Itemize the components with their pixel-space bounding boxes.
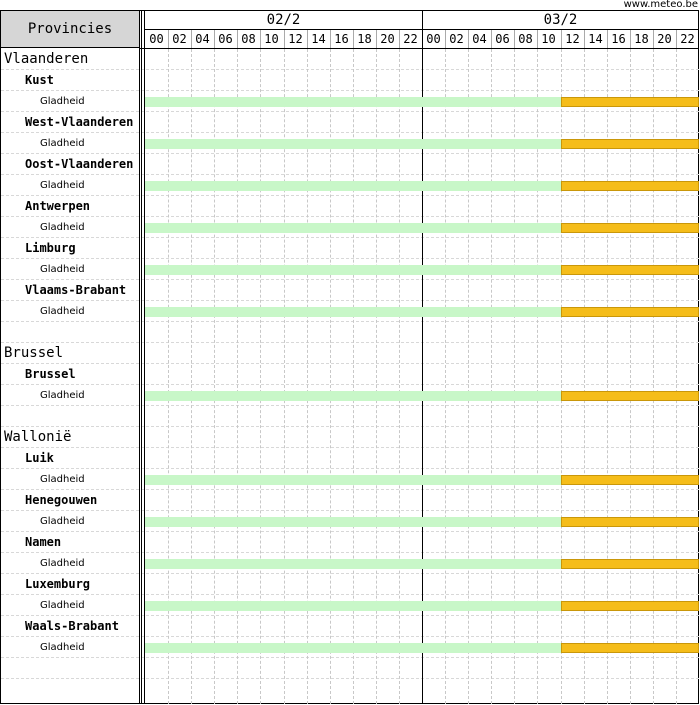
row-separator — [1, 90, 699, 91]
hour-label: 16 — [611, 32, 626, 46]
hour-label: 12 — [288, 32, 303, 46]
warning-bar-active — [561, 265, 699, 275]
row-separator — [1, 447, 699, 448]
row-separator — [1, 363, 699, 364]
hazard-label: Gladheid — [40, 138, 85, 149]
source-credit: www.meteo.be — [623, 0, 698, 10]
hour-label: 22 — [680, 32, 695, 46]
hour-label: 00 — [149, 32, 164, 46]
province-label: Antwerpen — [25, 199, 91, 213]
provinces-header: Provincies — [1, 11, 139, 48]
hour-label: 14 — [311, 32, 326, 46]
row-separator — [1, 426, 699, 427]
row-separator — [1, 195, 699, 196]
hour-label: 12 — [565, 32, 580, 46]
province-label: Oost-Vlaanderen — [25, 157, 134, 171]
hazard-label: Gladheid — [40, 516, 85, 527]
hour-label: 08 — [241, 32, 256, 46]
row-separator — [1, 468, 699, 469]
region-heading: Brussel — [4, 345, 64, 361]
row-separator — [1, 237, 699, 238]
row-separator — [1, 405, 699, 406]
hour-label: 10 — [264, 32, 279, 46]
province-label: Luxemburg — [25, 577, 91, 591]
hazard-label: Gladheid — [40, 306, 85, 317]
hour-label: 22 — [403, 32, 418, 46]
region-heading: Vlaanderen — [4, 51, 89, 67]
row-separator — [1, 489, 699, 490]
hour-label: 20 — [380, 32, 395, 46]
hour-label: 02 — [449, 32, 464, 46]
row-separator — [1, 678, 699, 679]
warning-bar-active — [561, 307, 699, 317]
hour-label: 18 — [357, 32, 372, 46]
hour-label: 18 — [634, 32, 649, 46]
province-label: Luik — [25, 451, 54, 465]
hazard-label: Gladheid — [40, 264, 85, 275]
province-label: West-Vlaanderen — [25, 115, 134, 129]
row-separator — [1, 69, 699, 70]
province-label: Brussel — [25, 367, 76, 381]
label-column-border-2 — [141, 10, 142, 704]
row-separator — [1, 258, 699, 259]
hazard-label: Gladheid — [40, 642, 85, 653]
hour-label: 10 — [541, 32, 556, 46]
header-divider — [140, 48, 699, 49]
hazard-label: Gladheid — [40, 600, 85, 611]
row-separator — [1, 657, 699, 658]
row-separator — [1, 321, 699, 322]
warning-bar-active — [561, 181, 699, 191]
hour-label: 00 — [426, 32, 441, 46]
hazard-label: Gladheid — [40, 558, 85, 569]
hour-label: 06 — [495, 32, 510, 46]
row-separator — [1, 510, 699, 511]
day-label-0: 02/2 — [266, 12, 301, 28]
day-label-1: 03/2 — [543, 12, 578, 28]
row-separator — [1, 552, 699, 553]
hazard-label: Gladheid — [40, 474, 85, 485]
province-label: Waals-Brabant — [25, 619, 119, 633]
province-label: Limburg — [25, 241, 76, 255]
row-separator — [1, 384, 699, 385]
hour-label: 16 — [334, 32, 349, 46]
warning-bar-active — [561, 97, 699, 107]
day-boundary-line — [422, 10, 423, 704]
warning-bar-active — [561, 559, 699, 569]
province-label: Henegouwen — [25, 493, 98, 507]
hour-label: 08 — [518, 32, 533, 46]
warning-bar-active — [561, 139, 699, 149]
grid-start-line — [144, 10, 145, 704]
warning-bar-active — [561, 643, 699, 653]
row-separator — [1, 216, 699, 217]
province-label: Vlaams-Brabant — [25, 283, 127, 297]
label-column-border — [139, 10, 140, 704]
row-separator — [1, 594, 699, 595]
row-separator — [1, 342, 699, 343]
hour-label: 04 — [472, 32, 487, 46]
hour-label: 06 — [218, 32, 233, 46]
region-heading: Wallonië — [4, 429, 72, 445]
hour-label: 20 — [657, 32, 672, 46]
hazard-label: Gladheid — [40, 222, 85, 233]
warning-bar-active — [561, 475, 699, 485]
warning-bar-active — [561, 517, 699, 527]
hour-label: 02 — [172, 32, 187, 46]
hour-label: 14 — [588, 32, 603, 46]
hour-label: 04 — [195, 32, 210, 46]
warning-bar-active — [561, 391, 699, 401]
row-separator — [1, 573, 699, 574]
hazard-label: Gladheid — [40, 390, 85, 401]
province-label: Kust — [25, 73, 54, 87]
hazard-label: Gladheid — [40, 180, 85, 191]
province-label: Namen — [25, 535, 62, 549]
warning-bar-active — [561, 601, 699, 611]
warning-bar-active — [561, 223, 699, 233]
row-separator — [1, 531, 699, 532]
hazard-label: Gladheid — [40, 96, 85, 107]
